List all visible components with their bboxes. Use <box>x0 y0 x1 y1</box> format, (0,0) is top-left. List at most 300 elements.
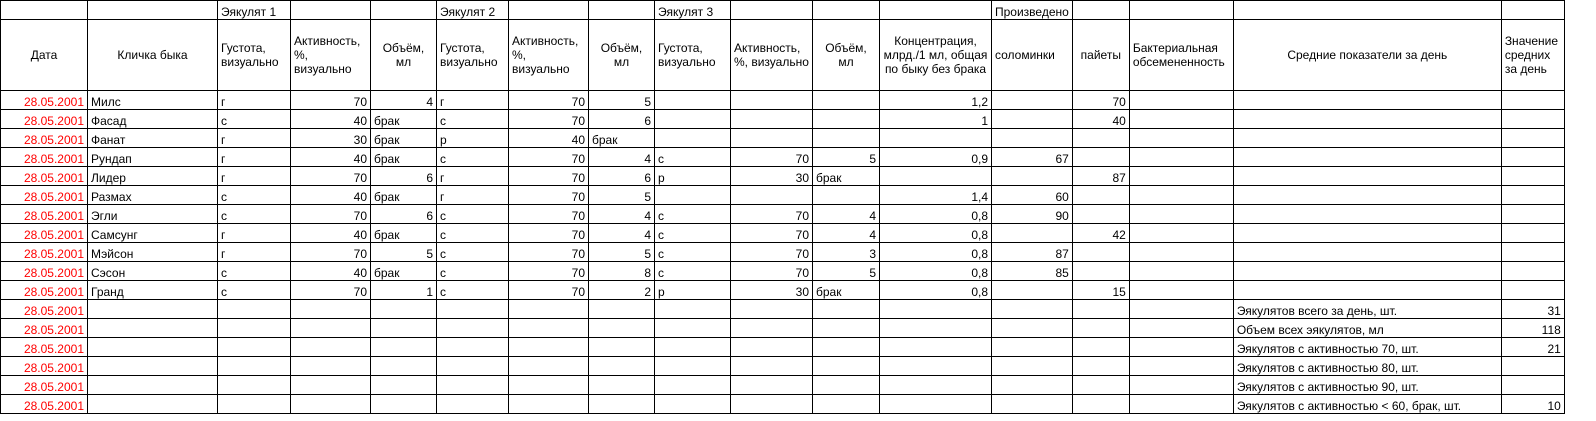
activity-cell[interactable]: 40 <box>509 129 589 148</box>
activity-cell[interactable]: 70 <box>509 91 589 110</box>
cell[interactable] <box>1233 205 1501 224</box>
cell[interactable] <box>218 338 291 357</box>
col-header-activity-3[interactable]: Активность, %, визуально <box>731 20 813 91</box>
cell[interactable] <box>655 319 731 338</box>
cell[interactable] <box>1233 186 1501 205</box>
concentration-cell[interactable]: 1,2 <box>880 91 992 110</box>
cell[interactable] <box>88 395 218 414</box>
activity-cell[interactable]: 70 <box>509 205 589 224</box>
col-header-volume-2[interactable]: Объём, мл <box>589 20 655 91</box>
activity-cell[interactable]: 40 <box>291 186 371 205</box>
col-header-volume-3[interactable]: Объём, мл <box>813 20 880 91</box>
cell[interactable] <box>1129 338 1233 357</box>
straws-cell[interactable] <box>992 167 1073 186</box>
summary-value[interactable]: 118 <box>1501 319 1564 338</box>
density-cell[interactable]: с <box>655 262 731 281</box>
activity-cell[interactable]: 40 <box>291 224 371 243</box>
cell[interactable] <box>813 357 880 376</box>
pellets-cell[interactable] <box>1072 186 1129 205</box>
cell[interactable] <box>371 357 437 376</box>
density-cell[interactable]: р <box>437 129 509 148</box>
volume-cell[interactable]: 5 <box>589 186 655 205</box>
summary-value[interactable]: 10 <box>1501 395 1564 414</box>
cell[interactable] <box>1129 224 1233 243</box>
volume-cell[interactable]: 1 <box>371 281 437 300</box>
date-cell[interactable]: 28.05.2001 <box>1 167 88 186</box>
cell[interactable] <box>589 338 655 357</box>
cell[interactable] <box>218 395 291 414</box>
header-produced[interactable]: Произведено <box>992 1 1073 20</box>
date-cell[interactable]: 28.05.2001 <box>1 300 88 319</box>
bull-name-cell[interactable]: Эгли <box>88 205 218 224</box>
activity-cell[interactable]: 70 <box>731 224 813 243</box>
density-cell[interactable]: г <box>218 243 291 262</box>
header-ejaculate-2[interactable]: Эякулят 2 <box>437 1 509 20</box>
cell[interactable] <box>589 395 655 414</box>
activity-cell[interactable]: 70 <box>731 262 813 281</box>
cell[interactable] <box>1072 1 1129 20</box>
pellets-cell[interactable] <box>1072 243 1129 262</box>
cell[interactable] <box>509 357 589 376</box>
cell[interactable] <box>1 1 88 20</box>
cell[interactable] <box>813 338 880 357</box>
col-header-activity-1[interactable]: Активность, %, визуально <box>291 20 371 91</box>
activity-cell[interactable]: 70 <box>509 224 589 243</box>
cell[interactable] <box>1129 186 1233 205</box>
density-cell[interactable]: с <box>655 205 731 224</box>
density-cell[interactable]: г <box>218 129 291 148</box>
cell[interactable] <box>589 300 655 319</box>
cell[interactable] <box>731 376 813 395</box>
summary-value[interactable] <box>1501 357 1564 376</box>
straws-cell[interactable] <box>992 224 1073 243</box>
cell[interactable] <box>1129 395 1233 414</box>
activity-cell[interactable]: 70 <box>291 205 371 224</box>
cell[interactable] <box>1233 129 1501 148</box>
cell[interactable] <box>88 338 218 357</box>
activity-cell[interactable]: 70 <box>291 243 371 262</box>
cell[interactable] <box>509 338 589 357</box>
cell[interactable] <box>88 319 218 338</box>
cell[interactable] <box>1129 91 1233 110</box>
col-header-volume-1[interactable]: Объём, мл <box>371 20 437 91</box>
activity-cell[interactable]: 70 <box>509 110 589 129</box>
cell[interactable] <box>655 395 731 414</box>
cell[interactable] <box>1233 148 1501 167</box>
date-cell[interactable]: 28.05.2001 <box>1 205 88 224</box>
cell[interactable] <box>813 300 880 319</box>
cell[interactable] <box>992 395 1073 414</box>
density-cell[interactable] <box>655 110 731 129</box>
cell[interactable] <box>437 376 509 395</box>
col-header-concentration[interactable]: Концентрация, млрд./1 мл, общая по быку без брака <box>880 20 992 91</box>
volume-cell[interactable]: 5 <box>371 243 437 262</box>
pellets-cell[interactable] <box>1072 205 1129 224</box>
cell[interactable] <box>731 357 813 376</box>
cell[interactable] <box>731 319 813 338</box>
cell[interactable] <box>880 357 992 376</box>
date-cell[interactable]: 28.05.2001 <box>1 129 88 148</box>
cell[interactable] <box>813 376 880 395</box>
density-cell[interactable]: с <box>218 110 291 129</box>
date-cell[interactable]: 28.05.2001 <box>1 148 88 167</box>
cell[interactable] <box>1233 110 1501 129</box>
cell[interactable] <box>992 376 1073 395</box>
concentration-cell[interactable]: 1 <box>880 110 992 129</box>
density-cell[interactable]: с <box>437 110 509 129</box>
date-cell[interactable]: 28.05.2001 <box>1 338 88 357</box>
bull-name-cell[interactable]: Мэйсон <box>88 243 218 262</box>
activity-cell[interactable]: 70 <box>509 148 589 167</box>
density-cell[interactable]: с <box>437 281 509 300</box>
cell[interactable] <box>813 1 880 20</box>
volume-cell[interactable]: 6 <box>589 167 655 186</box>
cell[interactable] <box>1129 129 1233 148</box>
cell[interactable] <box>509 395 589 414</box>
cell[interactable] <box>1129 167 1233 186</box>
activity-cell[interactable]: 70 <box>731 148 813 167</box>
pellets-cell[interactable]: 40 <box>1072 110 1129 129</box>
cell[interactable] <box>1072 319 1129 338</box>
cell[interactable] <box>1233 224 1501 243</box>
cell[interactable] <box>1233 1 1501 20</box>
cell[interactable] <box>88 300 218 319</box>
cell[interactable] <box>1501 205 1564 224</box>
cell[interactable] <box>589 357 655 376</box>
volume-cell[interactable]: 5 <box>813 262 880 281</box>
concentration-cell[interactable]: 0,8 <box>880 205 992 224</box>
activity-cell[interactable] <box>731 91 813 110</box>
pellets-cell[interactable]: 70 <box>1072 91 1129 110</box>
density-cell[interactable]: г <box>218 148 291 167</box>
bull-name-cell[interactable]: Рундап <box>88 148 218 167</box>
concentration-cell[interactable] <box>880 129 992 148</box>
cell[interactable] <box>655 338 731 357</box>
cell[interactable] <box>437 300 509 319</box>
volume-cell[interactable]: брак <box>371 186 437 205</box>
cell[interactable] <box>88 357 218 376</box>
cell[interactable] <box>1129 1 1233 20</box>
bull-name-cell[interactable]: Гранд <box>88 281 218 300</box>
volume-cell[interactable]: 4 <box>813 205 880 224</box>
activity-cell[interactable]: 70 <box>291 91 371 110</box>
density-cell[interactable] <box>655 186 731 205</box>
activity-cell[interactable]: 70 <box>509 186 589 205</box>
volume-cell[interactable]: 6 <box>371 205 437 224</box>
cell[interactable] <box>291 395 371 414</box>
density-cell[interactable]: с <box>218 281 291 300</box>
summary-label[interactable]: Эякулятов с активностью 90, шт. <box>1233 376 1501 395</box>
concentration-cell[interactable] <box>880 167 992 186</box>
summary-value[interactable]: 21 <box>1501 338 1564 357</box>
cell[interactable] <box>218 376 291 395</box>
date-cell[interactable]: 28.05.2001 <box>1 395 88 414</box>
col-header-straws[interactable]: соломинки <box>992 20 1073 91</box>
cell[interactable] <box>731 1 813 20</box>
cell[interactable] <box>88 1 218 20</box>
col-header-bull[interactable]: Кличка быка <box>88 20 218 91</box>
concentration-cell[interactable]: 1,4 <box>880 186 992 205</box>
volume-cell[interactable]: 4 <box>589 205 655 224</box>
col-header-pellets[interactable]: пайеты <box>1072 20 1129 91</box>
straws-cell[interactable] <box>992 91 1073 110</box>
volume-cell[interactable]: брак <box>371 224 437 243</box>
activity-cell[interactable]: 70 <box>731 205 813 224</box>
activity-cell[interactable]: 70 <box>509 262 589 281</box>
cell[interactable] <box>992 319 1073 338</box>
pellets-cell[interactable]: 15 <box>1072 281 1129 300</box>
cell[interactable] <box>1501 167 1564 186</box>
volume-cell[interactable]: 6 <box>371 167 437 186</box>
col-header-density-2[interactable]: Густота, визуально <box>437 20 509 91</box>
pellets-cell[interactable]: 87 <box>1072 167 1129 186</box>
density-cell[interactable]: с <box>218 205 291 224</box>
volume-cell[interactable] <box>813 129 880 148</box>
cell[interactable] <box>1129 300 1233 319</box>
cell[interactable] <box>1072 395 1129 414</box>
cell[interactable] <box>1129 148 1233 167</box>
activity-cell[interactable]: 70 <box>509 243 589 262</box>
cell[interactable] <box>1501 148 1564 167</box>
density-cell[interactable]: г <box>437 91 509 110</box>
concentration-cell[interactable]: 0,8 <box>880 243 992 262</box>
cell[interactable] <box>1233 262 1501 281</box>
col-header-daily-avg[interactable]: Средние показатели за день <box>1233 20 1501 91</box>
cell[interactable] <box>589 1 655 20</box>
cell[interactable] <box>1501 1 1564 20</box>
volume-cell[interactable]: брак <box>371 262 437 281</box>
straws-cell[interactable]: 85 <box>992 262 1073 281</box>
date-cell[interactable]: 28.05.2001 <box>1 357 88 376</box>
cell[interactable] <box>1072 376 1129 395</box>
density-cell[interactable]: с <box>437 243 509 262</box>
density-cell[interactable]: р <box>655 281 731 300</box>
cell[interactable] <box>291 1 371 20</box>
cell[interactable] <box>1233 243 1501 262</box>
bull-name-cell[interactable]: Фанат <box>88 129 218 148</box>
concentration-cell[interactable]: 0,8 <box>880 224 992 243</box>
activity-cell[interactable] <box>731 186 813 205</box>
col-header-activity-2[interactable]: Активность, %, визуально <box>509 20 589 91</box>
cell[interactable] <box>880 395 992 414</box>
cell[interactable] <box>437 338 509 357</box>
cell[interactable] <box>1501 129 1564 148</box>
volume-cell[interactable]: 4 <box>589 148 655 167</box>
date-cell[interactable]: 28.05.2001 <box>1 319 88 338</box>
summary-value[interactable]: 31 <box>1501 300 1564 319</box>
volume-cell[interactable]: брак <box>813 281 880 300</box>
volume-cell[interactable]: 5 <box>589 243 655 262</box>
cell[interactable] <box>655 300 731 319</box>
density-cell[interactable]: г <box>437 186 509 205</box>
density-cell[interactable]: р <box>655 167 731 186</box>
volume-cell[interactable]: 5 <box>813 148 880 167</box>
volume-cell[interactable]: 4 <box>589 224 655 243</box>
cell[interactable] <box>1501 186 1564 205</box>
cell[interactable] <box>88 376 218 395</box>
cell[interactable] <box>1233 281 1501 300</box>
straws-cell[interactable]: 60 <box>992 186 1073 205</box>
cell[interactable] <box>371 395 437 414</box>
cell[interactable] <box>1501 224 1564 243</box>
cell[interactable] <box>291 357 371 376</box>
cell[interactable] <box>291 376 371 395</box>
date-cell[interactable]: 28.05.2001 <box>1 91 88 110</box>
bull-name-cell[interactable]: Размах <box>88 186 218 205</box>
cell[interactable] <box>437 395 509 414</box>
straws-cell[interactable] <box>992 281 1073 300</box>
cell[interactable] <box>813 319 880 338</box>
density-cell[interactable]: с <box>437 224 509 243</box>
density-cell[interactable]: с <box>655 243 731 262</box>
cell[interactable] <box>880 338 992 357</box>
volume-cell[interactable]: брак <box>371 129 437 148</box>
concentration-cell[interactable]: 0,9 <box>880 148 992 167</box>
cell[interactable] <box>437 357 509 376</box>
activity-cell[interactable] <box>731 129 813 148</box>
cell[interactable] <box>509 319 589 338</box>
cell[interactable] <box>731 395 813 414</box>
cell[interactable] <box>992 338 1073 357</box>
cell[interactable] <box>880 300 992 319</box>
activity-cell[interactable] <box>731 110 813 129</box>
date-cell[interactable]: 28.05.2001 <box>1 186 88 205</box>
bull-name-cell[interactable]: Лидер <box>88 167 218 186</box>
density-cell[interactable]: с <box>655 148 731 167</box>
summary-label[interactable]: Эякулятов всего за день, шт. <box>1233 300 1501 319</box>
cell[interactable] <box>731 300 813 319</box>
bull-name-cell[interactable]: Самсунг <box>88 224 218 243</box>
date-cell[interactable]: 28.05.2001 <box>1 376 88 395</box>
volume-cell[interactable]: 8 <box>589 262 655 281</box>
density-cell[interactable]: г <box>437 167 509 186</box>
activity-cell[interactable]: 70 <box>509 167 589 186</box>
cell[interactable] <box>1501 281 1564 300</box>
summary-label[interactable]: Объем всех эякулятов, мл <box>1233 319 1501 338</box>
activity-cell[interactable]: 40 <box>291 110 371 129</box>
activity-cell[interactable]: 40 <box>291 262 371 281</box>
activity-cell[interactable]: 30 <box>731 167 813 186</box>
volume-cell[interactable]: 5 <box>589 91 655 110</box>
straws-cell[interactable]: 67 <box>992 148 1073 167</box>
pellets-cell[interactable] <box>1072 148 1129 167</box>
cell[interactable] <box>1501 91 1564 110</box>
concentration-cell[interactable]: 0,8 <box>880 281 992 300</box>
cell[interactable] <box>509 300 589 319</box>
col-header-density-3[interactable]: Густота, визуально <box>655 20 731 91</box>
volume-cell[interactable]: 6 <box>589 110 655 129</box>
density-cell[interactable] <box>655 129 731 148</box>
density-cell[interactable]: г <box>218 224 291 243</box>
activity-cell[interactable]: 70 <box>731 243 813 262</box>
activity-cell[interactable]: 70 <box>291 167 371 186</box>
summary-label[interactable]: Эякулятов с активностью 70, шт. <box>1233 338 1501 357</box>
cell[interactable] <box>371 1 437 20</box>
volume-cell[interactable]: 3 <box>813 243 880 262</box>
density-cell[interactable]: с <box>218 186 291 205</box>
date-cell[interactable]: 28.05.2001 <box>1 281 88 300</box>
activity-cell[interactable]: 30 <box>731 281 813 300</box>
activity-cell[interactable]: 70 <box>509 281 589 300</box>
density-cell[interactable]: с <box>437 262 509 281</box>
volume-cell[interactable]: 4 <box>371 91 437 110</box>
cell[interactable] <box>371 319 437 338</box>
col-header-density-1[interactable]: Густота, визуально <box>218 20 291 91</box>
cell[interactable] <box>437 319 509 338</box>
concentration-cell[interactable]: 0,8 <box>880 262 992 281</box>
summary-label[interactable]: Эякулятов с активностью < 60, брак, шт. <box>1233 395 1501 414</box>
pellets-cell[interactable] <box>1072 129 1129 148</box>
bull-name-cell[interactable]: Фасад <box>88 110 218 129</box>
date-cell[interactable]: 28.05.2001 <box>1 262 88 281</box>
volume-cell[interactable] <box>813 91 880 110</box>
col-header-bacterial[interactable]: Бактериальная обсемененность <box>1129 20 1233 91</box>
cell[interactable] <box>731 338 813 357</box>
date-cell[interactable]: 28.05.2001 <box>1 243 88 262</box>
density-cell[interactable]: с <box>437 148 509 167</box>
straws-cell[interactable] <box>992 129 1073 148</box>
cell[interactable] <box>655 357 731 376</box>
cell[interactable] <box>880 1 992 20</box>
cell[interactable] <box>1072 300 1129 319</box>
cell[interactable] <box>218 319 291 338</box>
cell[interactable] <box>1129 319 1233 338</box>
density-cell[interactable]: г <box>218 167 291 186</box>
summary-label[interactable]: Эякулятов с активностью 80, шт. <box>1233 357 1501 376</box>
volume-cell[interactable] <box>813 186 880 205</box>
volume-cell[interactable]: брак <box>371 148 437 167</box>
cell[interactable] <box>880 319 992 338</box>
cell[interactable] <box>509 1 589 20</box>
straws-cell[interactable]: 90 <box>992 205 1073 224</box>
bull-name-cell[interactable]: Милс <box>88 91 218 110</box>
pellets-cell[interactable]: 42 <box>1072 224 1129 243</box>
cell[interactable] <box>1501 243 1564 262</box>
activity-cell[interactable]: 70 <box>291 281 371 300</box>
straws-cell[interactable]: 87 <box>992 243 1073 262</box>
cell[interactable] <box>218 357 291 376</box>
cell[interactable] <box>291 338 371 357</box>
activity-cell[interactable]: 40 <box>291 148 371 167</box>
cell[interactable] <box>1129 110 1233 129</box>
cell[interactable] <box>1501 262 1564 281</box>
cell[interactable] <box>655 376 731 395</box>
header-ejaculate-3[interactable]: Эякулят 3 <box>655 1 731 20</box>
density-cell[interactable]: г <box>218 91 291 110</box>
cell[interactable] <box>291 300 371 319</box>
cell[interactable] <box>813 395 880 414</box>
cell[interactable] <box>1129 243 1233 262</box>
cell[interactable] <box>1129 357 1233 376</box>
cell[interactable] <box>1072 338 1129 357</box>
cell[interactable] <box>1129 281 1233 300</box>
cell[interactable] <box>1233 167 1501 186</box>
volume-cell[interactable]: брак <box>371 110 437 129</box>
bull-name-cell[interactable]: Сэсон <box>88 262 218 281</box>
volume-cell[interactable] <box>813 110 880 129</box>
cell[interactable] <box>1129 262 1233 281</box>
cell[interactable] <box>218 300 291 319</box>
cell[interactable] <box>589 319 655 338</box>
cell[interactable] <box>509 376 589 395</box>
volume-cell[interactable]: 2 <box>589 281 655 300</box>
header-ejaculate-1[interactable]: Эякулят 1 <box>218 1 291 20</box>
cell[interactable] <box>291 319 371 338</box>
cell[interactable] <box>1129 205 1233 224</box>
density-cell[interactable]: с <box>655 224 731 243</box>
col-header-date[interactable]: Дата <box>1 20 88 91</box>
volume-cell[interactable]: 4 <box>813 224 880 243</box>
